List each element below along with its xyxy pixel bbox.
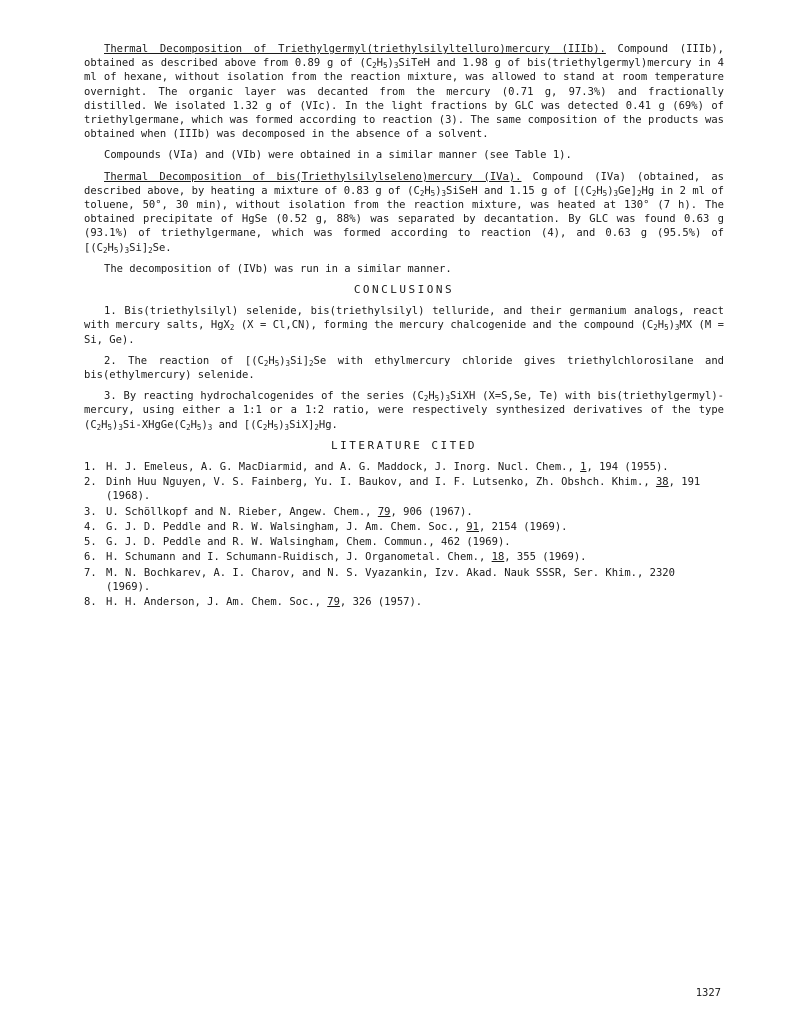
reference-list xyxy=(84,460,724,609)
reference-text-end: , 191 (1968). xyxy=(106,476,701,503)
reference-text-end: , 906 (1967). xyxy=(390,505,473,518)
reference-volume: 38 xyxy=(655,476,669,489)
reference-text-end: , 2154 (1969). xyxy=(478,520,568,533)
conclusion-1: 1. Bis(triethylsilyl) selenide, bis(triethylsilyl) telluride, and their germanium analogs, react with mercury salts, HgX$_2$ (X = Cl,CN), forming the mercury chalcogenide and the compound $(C_2H_5)_3MX$ (M = Si, Ge). xyxy=(84,305,724,346)
reference-volume: 18 xyxy=(491,551,505,564)
reference-volume: 79 xyxy=(377,505,391,518)
reference-text-end: , 326 (1957). xyxy=(339,595,423,608)
reference-number: 5. xyxy=(84,536,97,549)
paragraph-compounds-via-vib: Compounds (VIa) and (VIb) were obtained in a similar manner (see Table 1). xyxy=(104,149,572,162)
reference-text: G. J. D. Peddle and R. W. Walsingham, J. Am. Chem. Soc., xyxy=(106,520,467,533)
page-number: 1327 xyxy=(695,987,721,999)
subheading-iiib: Thermal Decomposition of Triethylgermyl(triethylsilyltelluro)mercury (IIIb). xyxy=(104,43,606,55)
reference-item xyxy=(84,535,724,549)
reference-text: M. N. Bochkarev, A. I. Charov, and N. S. Vyazankin, Izv. Akad. Nauk SSSR, Ser. Khim., 2320 (1969). xyxy=(106,566,675,593)
reference-number: 1. xyxy=(84,461,97,474)
reference-item xyxy=(84,550,724,564)
paragraph-thermal-decomposition-iiib: Thermal Decomposition of Triethylgermyl(triethylsilyltelluro)mercury (IIIb). Compound (IIIb), obtained as described above from 0.89 g of $(C_2H_5)_3SiTeH$ and 1.98 g of bis(triethylgermyl)mercury in 4 ml of hexane, without isolation from the reaction mixture, was allowed to stand at room temperature overnight. The organic layer was decanted from the mercury (0.71 g, 97.3%) and fractionally distilled. We isolated 1.32 g of (VIc). In the light fractions by GLC was detected 0.41 g (69%) of triethylgermane, which was formed according to reaction (3). The same composition of the products was obtained when (IIIb) was decomposed in the absence of a solvent. xyxy=(84,43,725,141)
reference-item xyxy=(84,520,724,534)
subheading-iva: Thermal Decomposition of bis(Triethylsilylseleno)mercury (IVa). xyxy=(104,170,522,183)
reference-text: H. J. Emeleus, A. G. MacDiarmid, and A. G. Maddock, J. Inorg. Nucl. Chem., xyxy=(106,461,581,474)
paragraph-thermal-decomposition-iva: Thermal Decomposition of bis(Triethylsilylseleno)mercury (IVa). Compound (IVa) (obtained, as described above, by heating a mixture of 0.83 g of $(C_2H_5)_3SiSeH$ and 1.15 g of $[(C_2H_5)_3Ge]_2Hg$ in 2 ml of toluene, 50°, 30 min), without isolation from the reaction mixture, was heated at 130° (7 h). The obtained precipitate of HgSe (0.52 g, 88%) was separated by decantation. By GLC was found 0.63 g (93.1%) of triethylgermane, which was formed according to reaction (4), and 0.63 g (95.5%) of $[(C_2H_5)_3Si]_2Se$. xyxy=(84,170,725,255)
reference-volume: 91 xyxy=(466,520,479,533)
page-body xyxy=(84,42,724,610)
reference-item xyxy=(84,460,724,474)
paragraph-decomposition-ivb: The decomposition of (IVb) was run in a similar manner. xyxy=(104,262,452,275)
reference-volume: 1 xyxy=(580,461,587,474)
reference-item xyxy=(84,595,724,609)
reference-text: H. Schumann and I. Schumann-Ruidisch, J. Organometal. Chem., xyxy=(106,551,492,564)
reference-number: 4. xyxy=(84,520,97,533)
reference-number: 6. xyxy=(84,551,97,564)
reference-item xyxy=(84,566,724,594)
reference-number: 8. xyxy=(84,595,97,608)
reference-text: H. H. Anderson, J. Am. Chem. Soc., xyxy=(106,595,328,608)
reference-text: Dinh Huu Nguyen, V. S. Fainberg, Yu. I. Baukov, and I. F. Lutsenko, Zh. Obshch. Khim., xyxy=(106,476,656,489)
conclusions-heading: CONCLUSIONS xyxy=(353,283,455,297)
reference-text-end: , 194 (1955). xyxy=(586,461,669,474)
conclusion-3: 3. By reacting hydrochalcogenides of the series $(C_2H_5)_3SiXH$ (X=S,Se, Te) with bis(triethylgermyl)-mercury, using either a 1:1 or a 1:2 ratio, were respectively synthesized derivatives of the type $(C_2H_5)_3Si-XHgGe(C_2H_5)_3$ and $[(C_2H_5)_3SiX]_2Hg$. xyxy=(84,390,724,432)
reference-number: 2. xyxy=(84,476,97,489)
reference-item xyxy=(84,475,724,503)
reference-item xyxy=(84,505,724,519)
conclusion-2: 2. The reaction of $[(C_2H_5)_3Si]_2Se$ with ethylmercury chloride gives triethylchlorosilane and bis(ethylmercury) selenide. xyxy=(84,354,725,382)
reference-text: U. Schöllkopf and N. Rieber, Angew. Chem., xyxy=(106,505,378,518)
reference-text-end: , 355 (1969). xyxy=(504,551,587,564)
reference-text-end: 462 (1969). xyxy=(441,536,511,549)
literature-cited-heading: LITERATURE CITED xyxy=(331,438,477,452)
reference-number: 3. xyxy=(84,505,97,518)
reference-number: 7. xyxy=(84,566,97,579)
reference-text: G. J. D. Peddle and R. W. Walsingham, Chem. Commun., xyxy=(106,536,442,549)
reference-volume: 79 xyxy=(327,595,340,608)
